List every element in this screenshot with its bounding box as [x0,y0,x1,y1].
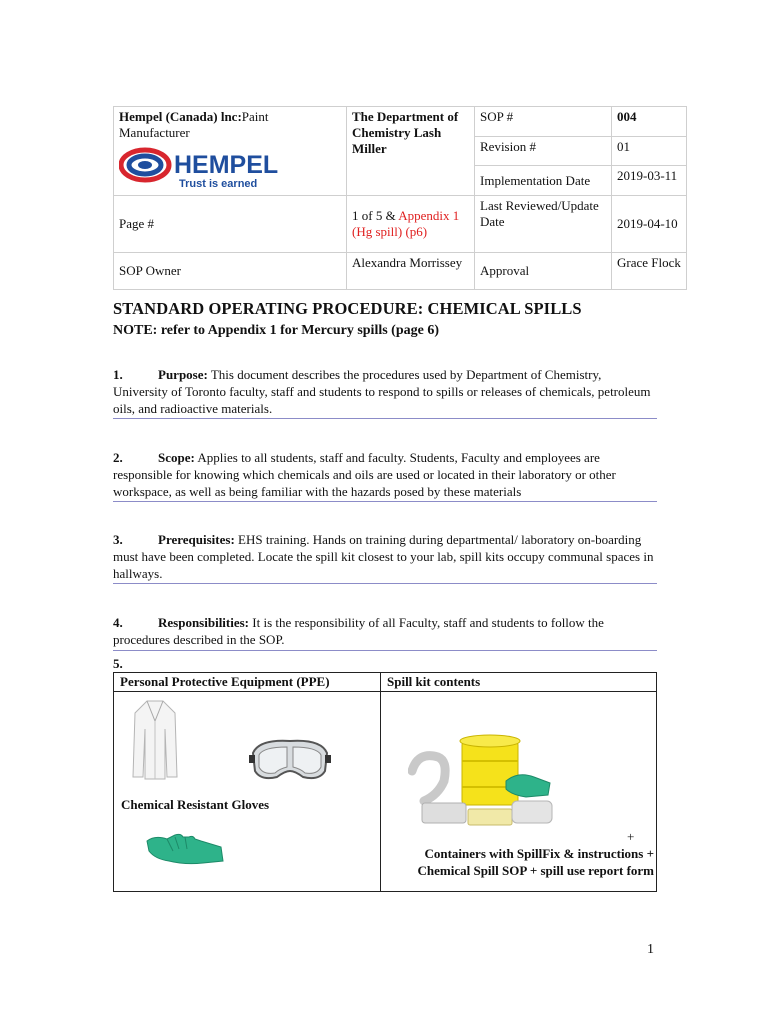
spill-kit-icon [408,731,558,831]
implementation-value: 2019-03-11 [612,166,687,196]
sop-label: SOP # [475,107,612,137]
section-prerequisites: 3. Prerequisites: EHS training. Hands on training during departmental/ laboratory on-boarding must have been completed. Locate the spill kit closest to your lab, spill kits occupy communal spaces in hallways. [113,532,654,581]
logo-wordmark: HEMPEL [174,151,279,179]
sop-value: 004 [612,107,687,137]
divider [113,418,657,419]
department-cell: The Department of Chemistry Lash Miller [347,107,475,196]
ppe-table [113,672,657,892]
reviewed-label: Last Reviewed/Update Date [475,196,612,253]
revision-label: Revision # [475,136,612,166]
company-name: Hempel (Canada) lnc: [119,109,242,124]
reviewed-value: 2019-04-10 [612,196,687,253]
lab-coat-icon [131,699,179,781]
appendix-reference: Appendix 1 (Hg spill) (p6) [352,208,460,239]
approval-value: Grace Flock [612,253,687,290]
page-value: 1 of 5 & Appendix 1 (Hg spill) (p6) [347,196,475,253]
hempel-swirl-icon [121,150,169,180]
sop-header-table [113,106,687,290]
logo-tagline: Trust is earned [179,178,258,190]
divider [113,501,657,502]
implementation-label: Implementation Date [475,166,612,196]
gloves-caption: Chemical Resistant Gloves [121,797,270,812]
section-5-number: 5. [113,656,123,671]
mercury-note: NOTE: refer to Appendix 1 for Mercury spills (page 6) [113,323,439,338]
company-description: Paint Manufacturer [119,109,269,140]
safety-goggles-icon [249,737,331,783]
hempel-logo [119,147,319,193]
chemical-gloves-icon [145,831,225,867]
company-cell [114,107,347,196]
section-scope: 2. Scope: Applies to all students, staff and faculty. Students, Faculty and employees are responsible for knowing which chemicals and oils are used or located in their laboratory or other workspace, as well as being familiar with the hazards posed by these materials [113,450,616,499]
section-responsibilities: 4. Responsibilities: It is the responsibility of all Faculty, staff and students to follow the procedures described in the SOP. [113,615,604,647]
divider [113,583,657,584]
approval-label: Approval [475,253,612,290]
section-purpose: 1. Purpose: This document describes the procedures used by Department of Chemistry, University of Toronto faculty, staff and students to respond to spills or releases of chemicals, petroleum oils, and radioactive materials. [113,367,651,416]
page-number: 1 [647,942,654,957]
owner-value: Alexandra Morrissey [347,253,475,290]
spill-kit-cell [381,692,657,892]
ppe-header: Personal Protective Equipment (PPE) [114,673,381,692]
spill-kit-caption: Containers with SpillFix & instructions + Chemical Spill SOP + spill use report form [417,846,654,878]
page-label: Page # [114,196,347,253]
plus-sign: + [627,829,635,844]
spill-kit-header: Spill kit contents [381,673,657,692]
divider [113,650,657,651]
ppe-cell [114,692,381,892]
revision-value: 01 [612,136,687,166]
document-title: STANDARD OPERATING PROCEDURE: CHEMICAL SPILLS [113,299,582,318]
owner-label: SOP Owner [114,253,347,290]
